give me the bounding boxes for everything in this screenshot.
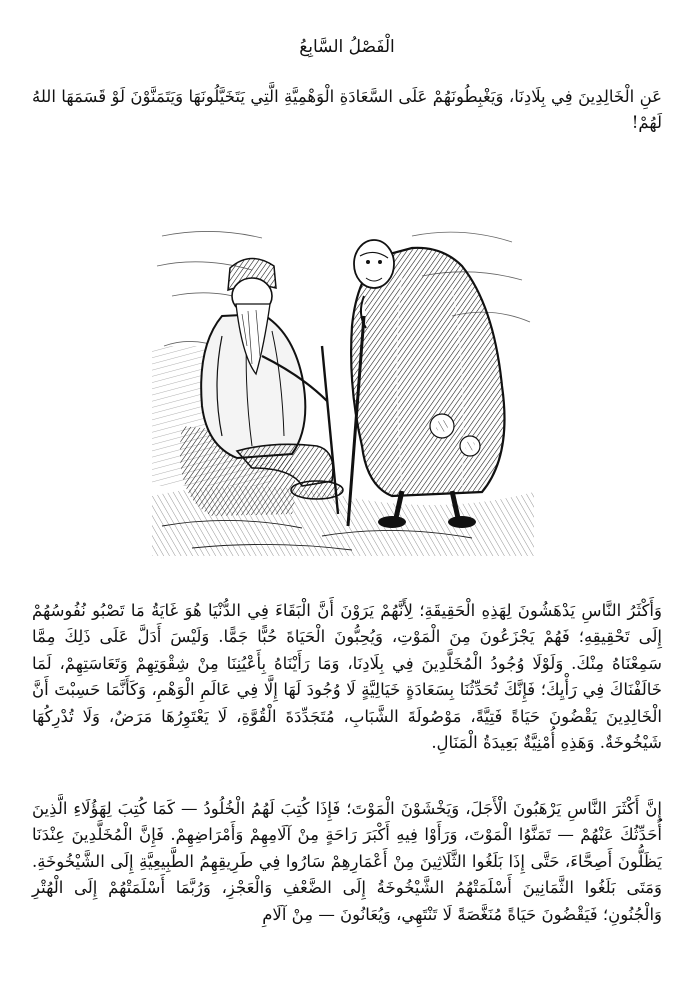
- engraving-image: [152, 196, 534, 556]
- paragraph-2: وَأَكْثَرُ النَّاسِ يَدْهَشُونَ لِهَذِهِ الْحَقِيقَةِ؛ لِأَنَّهُمْ يَرَوْنَ أَنَّ الْبَقَاءَ فِي الدُّنْيَا هُوَ غَايَةُ مَا تَصْبُو نُفُوسُهُمْ إِلَى تَحْقِيقِهِ؛ فَهُمْ يَجْزَعُونَ مِنَ الْمَوْتِ، وَيُحِبُّونَ الْحَيَاةَ حُبًّا جَمًّا. وَلَيْسَ أَدَلَّ عَلَى ذَلِكَ مِمَّا سَمِعْنَاهُ مِنْكَ. وَلَوْلَا وُجُودُ الْمُخَلَّدِينَ فِي بِلَادِنَا، وَمَا رَأَيْنَاهُ بِأَعْيُنِنَا مِنْ شِقْوَتِهِمْ وَتَعَاسَتِهِمْ، لَمَا خَالَفْنَاكَ فِي رَأْيِكَ؛ فَإِنَّكَ تُحَدِّثُنَا بِسَعَادَةٍ خَيَالِيَّةٍ لَا وُجُودَ لَهَا إِلَّا فِي عَالَمِ الْوَهْمِ، وَكَأَنَّمَا حَسِبْتَ أَنَّ الْخَالِدِينَ يَقْضُونَ حَيَاةً فَتِيَّةً، مَوْصُولَةَ الشَّبَابِ، مُتَجَدِّدَةَ الْقُوَّةِ، لَا يَعْتَوِرُهَا مَرَضٌ، وَلَا تُدْرِكُهَا شَيْخُوخَةٌ. وَهَذِهِ أُمْنِيَّةٌ بَعِيدَةُ الْمَنَالِ.: [32, 601, 662, 753]
- paragraph-3: إِنَّ أَكْثَرَ النَّاسِ يَرْهَبُونَ الْأَجَلَ، وَيَخْشَوْنَ الْمَوْتَ؛ فَإِذَا كُتِبَ لَهُمُ الْخُلُودُ — كَمَا كُتِبَ لِهَؤُلَاءِ الَّذِينَ أُحَدِّثُكَ عَنْهُمْ — تَمَنَّوُا الْمَوْتَ، وَرَأَوْا فِيهِ أَكْبَرَ رَاحَةٍ مِنْ آلَامِهِمْ وَأَمْرَاضِهِمْ. فَإِنَّ الْمُخَلَّدِينَ عِنْدَنَا يَظَلُّونَ أَصِحَّاءَ، حَتَّى إِذَا بَلَغُوا الثَّلَاثِينَ مِنْ أَعْمَارِهِمْ سَارُوا فِي طَرِيقِهِمُ الطَّبِيعِيَّةِ إِلَى الشَّيْخُوخَةِ. وَمَتَى بَلَغُوا الثَّمَانِينَ أَسْلَمَتْهُمُ الشَّيْخُوخَةُ إِلَى الضَّعْفِ وَالْعَجْزِ، وَرُبَّمَا أَسْلَمَتْهُمْ إِلَى الْهُتْرِ وَالْجُنُونِ؛ فَيَقْضُونَ حَيَاةً مُنَغَّصَةً لَا تَنْتَهِي، وَيُعَانُونَ — مِنْ آلَامِ: [32, 799, 662, 924]
- illustration: [152, 196, 534, 556]
- chapter-title: الْفَصْلُ السَّابِعُ: [299, 37, 395, 57]
- paragraph-1: عَنِ الْخَالِدِينَ فِي بِلَادِنَا، وَيَغْبِطُونَهُمْ عَلَى السَّعَادَةِ الْوَهْمِيَّةِ الَّتِي يَتَخَيَّلُونَهَا وَيَتَمَنَّوْنَ لَوْ قَسَمَهَا اللهُ لَهُمْ!: [32, 87, 662, 133]
